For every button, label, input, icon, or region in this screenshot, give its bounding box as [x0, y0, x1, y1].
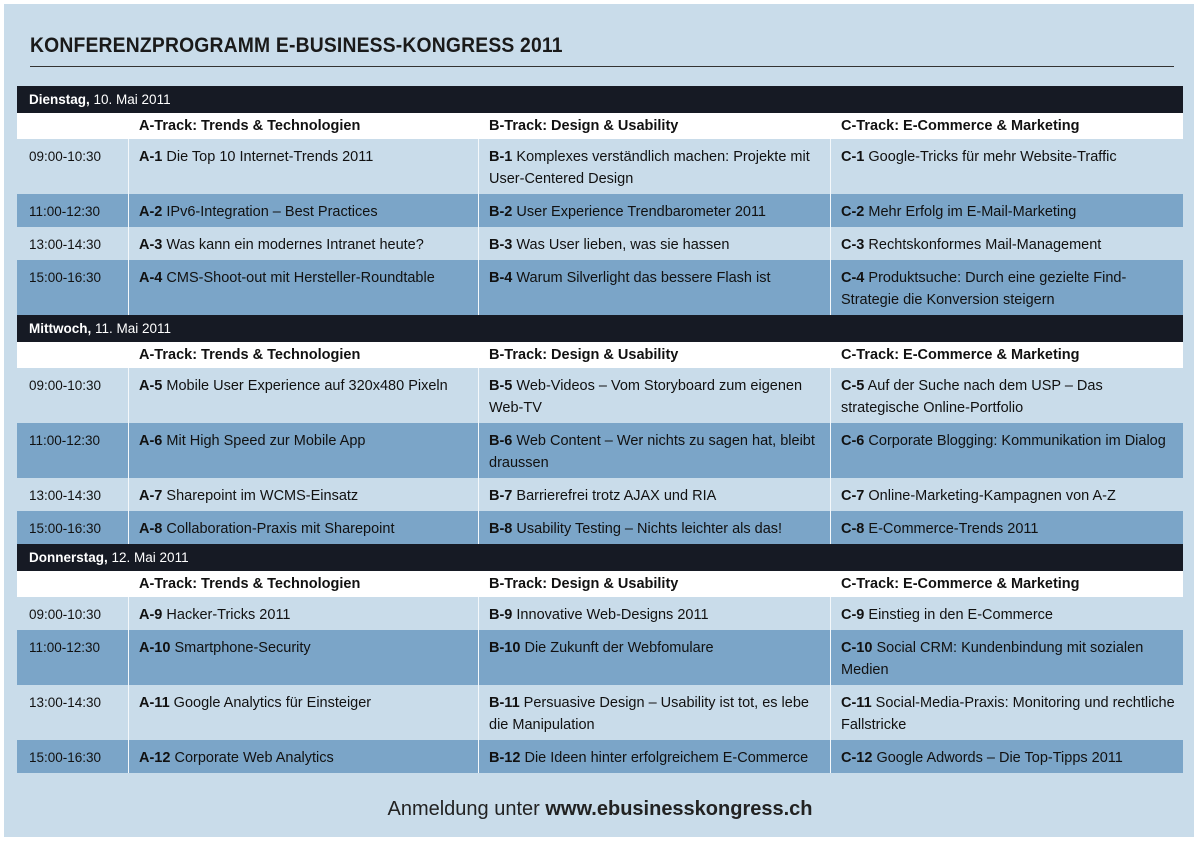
session-code: C-11	[841, 695, 872, 711]
session-cell-b[interactable]	[479, 368, 831, 423]
registration-footer	[0, 798, 1200, 821]
session-title: Rechtskonformes Mail-Management	[868, 237, 1102, 253]
session-cell-c[interactable]	[831, 368, 1183, 423]
track-header-row	[17, 342, 1183, 368]
registration-link[interactable]: www.ebusinesskongress.ch	[545, 798, 813, 820]
session-title: Die Ideen hinter erfolgreichem E-Commerce	[524, 750, 809, 766]
day-header	[17, 86, 1183, 113]
session-row	[17, 740, 1183, 773]
session-code: B-7	[489, 488, 513, 504]
session-code: A-12	[139, 750, 171, 766]
session-row	[17, 227, 1183, 260]
session-cell-c[interactable]	[831, 139, 1183, 194]
session-cell-a[interactable]	[129, 685, 479, 740]
session-cell-c[interactable]	[831, 511, 1183, 544]
time-header	[17, 113, 129, 139]
track-header-b: B-Track: Design & Usability	[489, 118, 679, 134]
session-code: A-10	[139, 640, 171, 656]
session-title: Mit High Speed zur Mobile App	[166, 433, 366, 449]
track-header-a: A-Track: Trends & Technologien	[139, 118, 361, 134]
session-cell-a[interactable]	[129, 227, 479, 260]
session-title: Die Zukunft der Webfomulare	[524, 640, 714, 656]
session-code: B-1	[489, 149, 513, 165]
session-code: B-8	[489, 521, 513, 537]
session-cell-a[interactable]	[129, 740, 479, 773]
session-cell-c[interactable]	[831, 227, 1183, 260]
session-title: Google Adwords – Die Top-Tipps 2011	[876, 750, 1123, 766]
day-date: 12. Mai 2011	[111, 550, 189, 565]
session-cell-b[interactable]	[479, 139, 831, 194]
session-time: 09:00-10:30	[17, 139, 129, 194]
session-code: C-12	[841, 750, 873, 766]
session-cell-a[interactable]	[129, 260, 479, 315]
session-cell-c[interactable]	[831, 478, 1183, 511]
session-cell-a[interactable]	[129, 478, 479, 511]
track-header-b: B-Track: Design & Usability	[489, 576, 679, 592]
session-time: 11:00-12:30	[17, 423, 129, 478]
session-row	[17, 597, 1183, 630]
session-time: 15:00-16:30	[17, 511, 129, 544]
session-cell-b[interactable]	[479, 194, 831, 227]
day-label: Donnerstag,	[29, 550, 108, 565]
session-cell-c[interactable]	[831, 260, 1183, 315]
session-row	[17, 511, 1183, 544]
session-title: Mobile User Experience auf 320x480 Pixeln	[166, 378, 448, 394]
session-row	[17, 478, 1183, 511]
session-code: C-10	[841, 640, 873, 656]
session-code: B-3	[489, 237, 513, 253]
session-title: Die Top 10 Internet-Trends 2011	[166, 149, 374, 165]
session-cell-b[interactable]	[479, 260, 831, 315]
session-cell-b[interactable]	[479, 740, 831, 773]
session-code: B-10	[489, 640, 521, 656]
session-title: Innovative Web-Designs 2011	[516, 607, 709, 623]
session-title: Corporate Blogging: Kommunikation im Dialog	[868, 433, 1166, 449]
session-cell-a[interactable]	[129, 139, 479, 194]
day-header	[17, 544, 1183, 571]
session-code: A-3	[139, 237, 163, 253]
track-header-a: A-Track: Trends & Technologien	[139, 576, 361, 592]
session-title: Auf der Suche nach dem USP – Das strategische Online-Portfolio	[841, 378, 1103, 416]
session-row	[17, 368, 1183, 423]
footer-prefix: Anmeldung unter	[387, 798, 540, 820]
session-time: 09:00-10:30	[17, 597, 129, 630]
session-code: A-2	[139, 204, 163, 220]
session-title: Mehr Erfolg im E-Mail-Marketing	[868, 204, 1077, 220]
time-header	[17, 571, 129, 597]
session-title: Produktsuche: Durch eine gezielte Find-Strategie die Konversion steigern	[841, 270, 1127, 308]
schedule-table	[17, 86, 1183, 773]
session-time: 11:00-12:30	[17, 194, 129, 227]
session-row	[17, 139, 1183, 194]
session-code: B-9	[489, 607, 513, 623]
track-header-c: C-Track: E-Commerce & Marketing	[841, 576, 1080, 592]
session-title: Barrierefrei trotz AJAX und RIA	[516, 488, 717, 504]
session-title: Social-Media-Praxis: Monitoring und rechtliche Fallstricke	[841, 695, 1175, 733]
session-code: B-11	[489, 695, 520, 711]
session-title: Google Analytics für Einsteiger	[173, 695, 372, 711]
session-code: A-8	[139, 521, 163, 537]
session-code: C-7	[841, 488, 865, 504]
session-title: Google-Tricks für mehr Website-Traffic	[868, 149, 1117, 165]
session-cell-a[interactable]	[129, 630, 479, 685]
session-time: 15:00-16:30	[17, 260, 129, 315]
session-title: Was kann ein modernes Intranet heute?	[166, 237, 424, 253]
session-cell-b[interactable]	[479, 227, 831, 260]
session-code: B-2	[489, 204, 513, 220]
session-cell-b[interactable]	[479, 685, 831, 740]
session-code: C-4	[841, 270, 865, 286]
session-code: B-4	[489, 270, 513, 286]
session-code: C-2	[841, 204, 865, 220]
session-code: B-5	[489, 378, 513, 394]
day-label: Dienstag,	[29, 92, 90, 107]
session-cell-a[interactable]	[129, 194, 479, 227]
session-time: 13:00-14:30	[17, 227, 129, 260]
session-cell-c[interactable]	[831, 194, 1183, 227]
session-title: E-Commerce-Trends 2011	[868, 521, 1039, 537]
session-cell-c[interactable]	[831, 685, 1183, 740]
session-code: A-11	[139, 695, 170, 711]
session-row	[17, 194, 1183, 227]
session-code: B-12	[489, 750, 521, 766]
session-cell-c[interactable]	[831, 630, 1183, 685]
session-cell-c[interactable]	[831, 423, 1183, 478]
session-time: 13:00-14:30	[17, 685, 129, 740]
session-code: C-1	[841, 149, 865, 165]
session-title: Smartphone-Security	[174, 640, 311, 656]
session-row	[17, 260, 1183, 315]
session-time: 13:00-14:30	[17, 478, 129, 511]
session-code: C-6	[841, 433, 865, 449]
session-title: Einstieg in den E-Commerce	[868, 607, 1053, 623]
session-cell-a[interactable]	[129, 597, 479, 630]
session-cell-b[interactable]	[479, 630, 831, 685]
session-cell-a[interactable]	[129, 511, 479, 544]
track-header-c: C-Track: E-Commerce & Marketing	[841, 347, 1080, 363]
track-header-row	[17, 571, 1183, 597]
session-row	[17, 423, 1183, 478]
session-title: Collaboration-Praxis mit Sharepoint	[166, 521, 395, 537]
session-title: Warum Silverlight das bessere Flash ist	[516, 270, 771, 286]
day-label: Mittwoch,	[29, 321, 92, 336]
session-title: Online-Marketing-Kampagnen von A-Z	[868, 488, 1116, 504]
session-time: 15:00-16:30	[17, 740, 129, 773]
day-header	[17, 315, 1183, 342]
session-code: C-3	[841, 237, 865, 253]
session-code: A-7	[139, 488, 163, 504]
track-header-a: A-Track: Trends & Technologien	[139, 347, 361, 363]
day-date: 10. Mai 2011	[93, 92, 171, 107]
track-header-row	[17, 113, 1183, 139]
session-title: Hacker-Tricks 2011	[166, 607, 291, 623]
session-code: A-4	[139, 270, 163, 286]
session-code: B-6	[489, 433, 513, 449]
day-date: 11. Mai 2011	[95, 321, 172, 336]
time-header	[17, 342, 129, 368]
session-title: Corporate Web Analytics	[174, 750, 334, 766]
title-divider	[30, 66, 1174, 67]
session-time: 11:00-12:30	[17, 630, 129, 685]
session-title: Web-Videos – Vom Storyboard zum eigenen Web-TV	[489, 378, 803, 416]
session-title: Social CRM: Kundenbindung mit sozialen Medien	[841, 640, 1144, 678]
session-cell-b[interactable]	[479, 597, 831, 630]
session-title: IPv6-Integration – Best Practices	[166, 204, 378, 220]
session-code: A-1	[139, 149, 163, 165]
session-cell-b[interactable]	[479, 478, 831, 511]
session-code: A-5	[139, 378, 163, 394]
session-code: C-8	[841, 521, 865, 537]
session-code: A-6	[139, 433, 163, 449]
session-title: Sharepoint im WCMS-Einsatz	[166, 488, 359, 504]
session-row	[17, 685, 1183, 740]
session-title: Web Content – Wer nichts zu sagen hat, bleibt draussen	[489, 433, 815, 471]
track-header-b: B-Track: Design & Usability	[489, 347, 679, 363]
session-title: Usability Testing – Nichts leichter als das!	[516, 521, 783, 537]
session-title: Komplexes verständlich machen: Projekte mit User-Centered Design	[489, 149, 810, 187]
session-code: C-5	[841, 378, 865, 394]
session-title: User Experience Trendbarometer 2011	[516, 204, 766, 220]
session-cell-c[interactable]	[831, 740, 1183, 773]
session-title: Was User lieben, was sie hassen	[516, 237, 730, 253]
session-cell-a[interactable]	[129, 368, 479, 423]
session-cell-b[interactable]	[479, 511, 831, 544]
session-cell-c[interactable]	[831, 597, 1183, 630]
session-time: 09:00-10:30	[17, 368, 129, 423]
session-code: A-9	[139, 607, 163, 623]
session-code: C-9	[841, 607, 865, 623]
session-title: CMS-Shoot-out mit Hersteller-Roundtable	[166, 270, 435, 286]
track-header-c: C-Track: E-Commerce & Marketing	[841, 118, 1080, 134]
session-cell-b[interactable]	[479, 423, 831, 478]
session-cell-a[interactable]	[129, 423, 479, 478]
session-row	[17, 630, 1183, 685]
session-title: Persuasive Design – Usability ist tot, es lebe die Manipulation	[489, 695, 809, 733]
page-title: KONFERENZPROGRAMM E-BUSINESS-KONGRESS 2011	[30, 34, 563, 57]
